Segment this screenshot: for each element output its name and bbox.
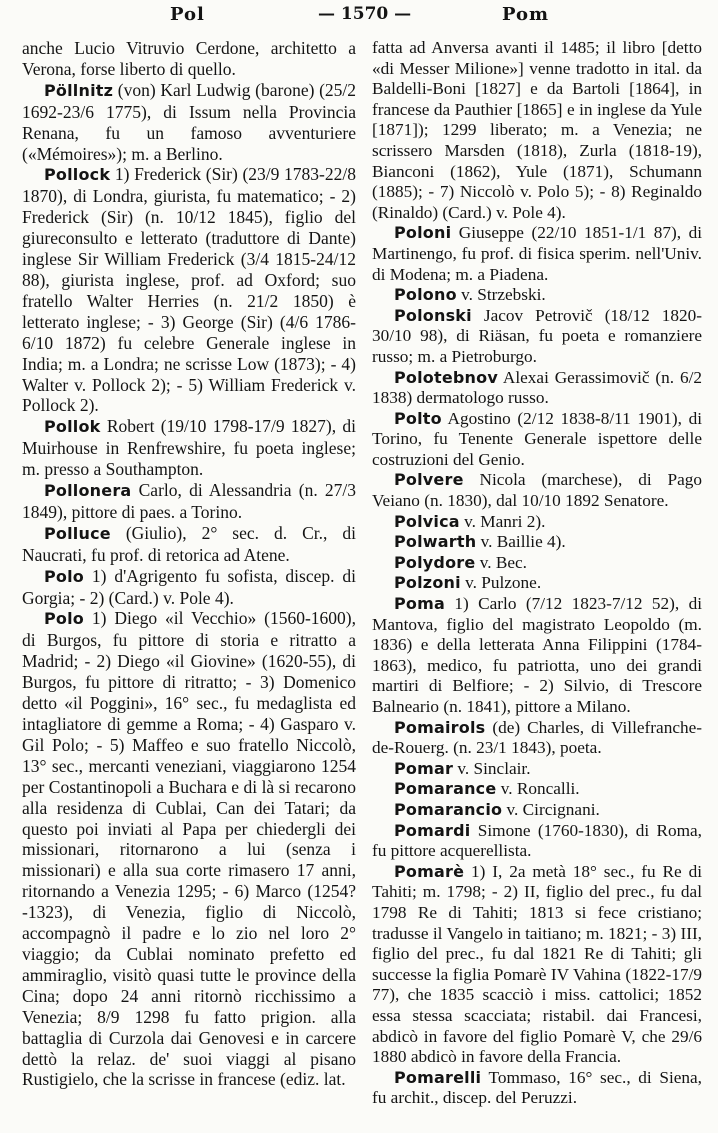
entry-headword: Pomairols	[394, 717, 486, 737]
entry-text: v. Manri 2).	[464, 511, 546, 531]
entry-text: Jacov Petrovič (18/12 1820-30/10 98), di Riäsan, fu poeta e romanziere russo; m. a Pietroburgo.	[372, 305, 703, 366]
dictionary-entry	[372, 718, 702, 759]
entry-text: Robert (19/10 1798-17/9 1827), di Muirhouse in Renfrewshire, fu poeta inglese; m. presso a Southampton.	[22, 416, 356, 480]
entry-headword: Pomarelli	[394, 1067, 482, 1087]
dictionary-entry	[372, 285, 702, 306]
entry-text: v. Circignani.	[506, 799, 600, 819]
dictionary-entry	[22, 80, 356, 165]
dictionary-entry	[372, 512, 702, 533]
entry-text: 1) d'Agrigento fu sofista, discep. di Gorgia; - 2) (Card.) v. Pole 4).	[22, 565, 356, 608]
dictionary-entry	[372, 779, 702, 800]
entry-text: 1) Carlo (7/12 1823-7/12 52), di Mantova, figlio del magistrato Leopoldo (m. 1836) e della letterata Anna Filippini (1784-1863), medico, fu patriotta, uno dei grandi martiri di Belfiore; - 2) Silvio, di Trescore Balneario (n. 1841), pittore a Milano.	[372, 594, 702, 716]
entry-headword: Polzoni	[394, 573, 461, 593]
entry-text: Agostino (2/12 1838-8/11 1901), di Torino, fu Tenente Generale ispettore delle costruzioni del Genio.	[372, 408, 702, 469]
entry-headword: Poma	[394, 594, 445, 614]
dictionary-entry	[372, 223, 702, 285]
entry-headword: Polo	[44, 566, 84, 586]
dictionary-entry	[372, 368, 702, 409]
dictionary-entry	[22, 416, 356, 480]
entry-headword: Pollok	[44, 417, 101, 437]
dictionary-entry	[372, 470, 702, 511]
entry-headword: Polotebnov	[394, 367, 498, 387]
dictionary-entry	[372, 862, 702, 1068]
entry-headword: Polluce	[44, 523, 111, 543]
dictionary-entry	[22, 164, 356, 416]
entry-text: Giuseppe (22/10 1851-1/1 87), di Martinengo, fu prof. di fisica sperim. nell'Univ. di Modena; m. a Piadena.	[372, 223, 703, 284]
header-left-guide-word: Pol	[170, 4, 205, 25]
entry-text: Simone (1760-1830), di Roma, fu pittore acquerellista.	[372, 820, 702, 861]
entry-text: v. Bec.	[479, 552, 527, 572]
entry-continuation	[372, 38, 702, 223]
dictionary-entry	[22, 566, 356, 609]
entry-text: 1) I, 2a metà 18° sec., fu Re di Tahiti; m. 1798; - 2) II, figlio del prec., fu dal 1798 Re di Tahiti; 1813 si fece cristiano; tradusse il Vangelo in taitiano; m. 1821; - 3) III, figlio del prec., fu dal 1821 Re di Tahiti; gli successe la figlia Pomarè IV Vahina (1822-17/9 77), che 1835 scacciò i miss. cattolici; 1852 essa stessa scacciata; ristabil. dai Francesi, abdicò in favore del figlio Pomarè V, che 29/6 1880 abdicò in favore della Francia.	[372, 861, 702, 1067]
entry-headword: Pöllnitz	[44, 80, 114, 100]
entry-text: Nicola (marchese), di Pago Veiano (n. 1830), dal 10/10 1892 Senatore.	[372, 470, 703, 511]
dictionary-entry	[372, 573, 702, 594]
dictionary-entry	[372, 409, 702, 471]
entry-headword: Polvica	[394, 511, 460, 531]
dictionary-entry	[372, 594, 702, 718]
dictionary-entry	[372, 821, 702, 862]
entry-text: v. Baillie 4).	[480, 532, 566, 552]
entry-headword: Polvere	[394, 470, 464, 490]
entry-text: 1) Diego «il Vecchio» (1560-1600), di Burgos, fu pittore di storia e ritratto a Madrid; - 2) Diego «il Giovine» (1620-55), di Burgos, fu pittore di ritratto; - 3) Domenico detto «il Poggini», 16° sec., fu medaglista ed intagliatore di gemme a Roma; - 4) Gasparo v. Gil Polo; - 5) Maffeo e suo fratello Niccolò, 13° sec., mercanti veneziani, viaggiarono 1254 per Costantinopoli a Buchara e di là si recarono alla residenza di Cublai, Can dei Tatari; da questo poi inviati al Papa per chiedergli dei missionari, ritornarono a lui (senza i missionari) e alla sua corte rimasero 17 anni, ritornando a Venezia 1295; - 6) Marco (1254?-1323), di Venezia, figlio di Niccolò, accompagnò il padre e lo zio nel loro 2° viaggio; da Cublai nominato prefetto ed ammiraglio, visitò quasi tutte le province della Cina; dopo 24 anni ritornò ricchissimo a Venezia; 8/9 1298 fu fatto prigion. alla battaglia di Curzola dai Genovesi e in carcere dettò la relaz. de' suoi viaggi al pisano Rustigielo, che la scrisse in francese (ediz. lat.	[22, 608, 356, 1090]
entry-text: fatta ad Anversa avanti il 1485; il libro [detto «di Messer Milione»] venne tradotto in ital. da Baldelli-Boni [1827] e da Bartoli [1864], in francese da Pauthier [1865] e in inglese da Yule [1871]); 1299 liberato; m. a Venezia; ne scrissero Marsden (1818), Zurla (1818-19), Bianconi (1862), Yule (1871), Schumann (1885); - 7) Niccolò v. Polo 5); - 8) Reginaldo (Rinaldo) (Card.) v. Pole 4).	[372, 38, 702, 222]
page-header	[0, 2, 718, 30]
entry-text: v. Sinclair.	[457, 758, 531, 778]
entry-headword: Pomarè	[394, 861, 465, 881]
dictionary-entry	[372, 759, 702, 780]
entry-headword: Pollonera	[44, 481, 132, 501]
entry-headword: Pomarancio	[394, 799, 503, 819]
right-column	[372, 38, 702, 1109]
dictionary-entry	[372, 306, 702, 368]
page-number: — 1570 —	[318, 4, 412, 24]
dictionary-entry	[372, 800, 702, 821]
entry-headword: Polonski	[394, 305, 472, 325]
entry-headword: Polydore	[394, 552, 476, 572]
entry-headword: Polto	[394, 408, 442, 428]
entry-text: anche Lucio Vitruvio Cerdone, architetto a Verona, forse liberto di quello.	[22, 38, 356, 79]
entry-headword: Pomarance	[394, 779, 497, 799]
dictionary-entry	[22, 480, 356, 523]
dictionary-entry	[372, 553, 702, 574]
entry-text: v. Pulzone.	[465, 573, 542, 593]
entry-text: Alexai Gerassimovič (n. 6/2 1838) dermatologo russo.	[372, 367, 702, 408]
dictionary-entry	[22, 523, 356, 566]
entry-headword: Poloni	[394, 223, 452, 243]
entry-continuation	[22, 38, 356, 80]
entry-text: (von) Karl Ludwig (barone) (25/2 1692-23/6 1775), di Issum nella Provincia Renana, fu un famoso avventuriere («Mémoires»); m. a Berlino.	[22, 79, 357, 164]
entry-headword: Polo	[44, 609, 84, 629]
entry-headword: Polono	[394, 285, 457, 305]
entry-text: (de) Charles, di Villefranche-de-Rouerg. (n. 23/1 1843), poeta.	[372, 717, 703, 758]
entry-headword: Pomar	[394, 758, 454, 778]
dictionary-entry	[372, 1068, 702, 1109]
entry-text: v. Roncalli.	[500, 779, 580, 799]
entry-headword: Polwarth	[394, 532, 477, 552]
entry-text: Carlo, di Alessandria (n. 27/3 1849), pittore di paes. a Torino.	[22, 480, 357, 522]
entry-text: Tommaso, 16° sec., di Siena, fu archit., discep. del Peruzzi.	[372, 1067, 702, 1108]
entry-headword: Pollock	[44, 165, 111, 185]
dictionary-entry	[22, 608, 356, 1090]
entry-text: (Giulio), 2° sec. d. Cr., di Naucrati, fu prof. di retorica ad Atene.	[22, 522, 357, 565]
entry-headword: Pomardi	[394, 820, 471, 840]
dictionary-entry	[372, 532, 702, 553]
left-column	[22, 38, 356, 1090]
header-right-guide-word: Pom	[502, 4, 550, 25]
entry-text: 1) Frederick (Sir) (23/9 1783-22/8 1870), di Londra, giurista, fu matematico; - 2) Frederick (Sir) (n. 10/12 1845), figlio del giureconsulto e letterato (traduttore di Dante) inglese Sir William Frederick (3/4 1815-24/12 88), giurista inglese, prof. ad Oxford; suo fratello Walter Herries (n. 21/2 1850) è letterato inglese; - 3) George (Sir) (4/6 1786-6/10 1872) fu celebre Generale inglese in India; m. a Londra; ne scrisse Low (1873); - 4) Walter v. Pollock 2); - 5) William Frederick v. Pollock 2).	[22, 164, 356, 416]
entry-text: v. Strzebski.	[461, 285, 546, 305]
